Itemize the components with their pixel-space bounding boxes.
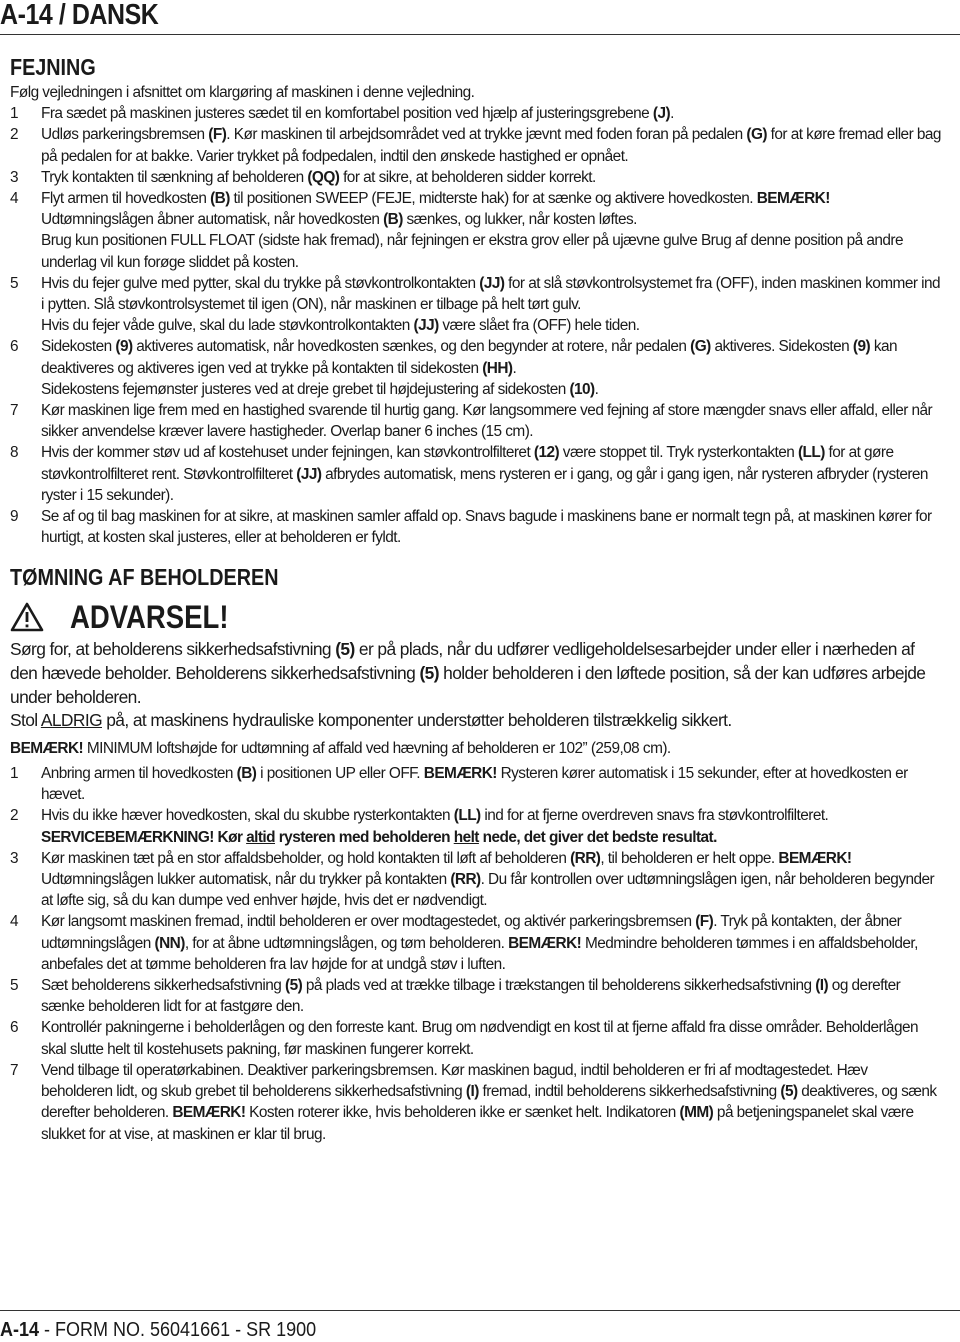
- empty-step-5: 5 Sæt beholderens sikkerhedsafstivning (5) på plads ved at trække tilbage i trækstangen til beholderens sikkerhedsafstivning (I) og derefter sænke beholderen lidt for at fastgøre den.: [10, 977, 901, 1016]
- section-heading-sweeping: FEJNING: [10, 54, 96, 80]
- sweep-step-4: 4 Flyt armen til hovedkosten (B) til positionen SWEEP (FEJE, midterste hak) for at sænke og aktivere hovedkosten. BEMÆRK! Udtømningslågen åbner automatisk, når hovedkosten (B) sænkes, og lukker, når kosten løftes.: [10, 190, 830, 229]
- empty-step-4: 4 Kør langsomt maskinen fremad, indtil beholderen er over modtagestedet, og aktivér parkeringsbremsen (F). Tryk på kontakten, der åbner udtømningslågen (NN), for at åbne udtømningslågen, og tøm beholderen. BEMÆRK! Medmindre beholderen tømmes i en affaldsbeholder, anbefales det at tømme beholderen fra lav højde for at undgå støv i luften.: [10, 913, 918, 973]
- service-note: SERVICEBEMÆRKNING! Kør altid rysteren med beholderen helt nede, det giver det bedste resultat.: [41, 828, 717, 846]
- sweep-step-1: 1 Fra sædet på maskinen justeres sædet til en komfortabel position ved hjælp af justeringsgrebene (J).: [10, 103, 942, 124]
- sweep-step-5: 5 Hvis du fejer gulve med pytter, skal du trykke på støvkontrolkontakten (JJ) for at slå støvkontrolsystemet fra (OFF), inden maskinen kommer ind i pytten. Slå støvkontrolsystemet til igen (ON), når maskinen er tilbage på helt tørt gulv.: [10, 274, 941, 314]
- empty-step-1: 1 Anbring armen til hovedkosten (B) i positionen UP eller OFF. BEMÆRK! Rysteren kører automatisk i 15 sekunder, efter at hovedkosten er hævet.: [10, 765, 908, 804]
- intro-paragraph: Følg vejledningen i afsnittet om klargøring af maskinen i denne vejledning.: [10, 84, 475, 101]
- step-number: 7: [10, 1061, 19, 1079]
- step-number: 9: [10, 508, 19, 526]
- warning-header: [10, 596, 942, 638]
- step-number: 4: [10, 190, 19, 208]
- footer-form-number: - FORM NO. 56041661 - SR 1900: [39, 1319, 317, 1341]
- empty-step-3: 3 Kør maskinen tæt på en stor affaldsbeholder, og hold kontakten til løft af beholderen (RR), til beholderen er helt oppe. BEMÆRK! Udtømningslågen lukker automatisk, når du trykker på kontakten (RR). Du får kontrollen over udtømningslågen igen, når beholderen begynder at løfte sig, så du kan dumpe ved enhver højde, hvis det er nødvendigt.: [10, 849, 935, 910]
- step-number: 3: [10, 849, 19, 867]
- warning-text-2: Stol ALDRIG på, at maskinens hydrauliske komponenter understøtter beholderen tilstrækkelig sikkert.: [10, 710, 732, 731]
- step-number: 6: [10, 1019, 19, 1037]
- section-heading-emptying: TØMNING AF BEHOLDEREN: [10, 564, 279, 591]
- step-number: 7: [10, 402, 19, 420]
- step-number: 2: [10, 807, 19, 825]
- sweep-step-5-note: Hvis du fejer våde gulve, skal du lade støvkontrolkontakten (JJ) være slået fra (OFF) hele tiden.: [41, 317, 640, 335]
- warning-title: ADVARSEL!: [70, 598, 229, 635]
- page-footer: [0, 1318, 316, 1342]
- step-number: 1: [10, 105, 19, 123]
- page-title: A-14 / DANSK: [0, 0, 159, 31]
- step-number: 8: [10, 444, 19, 462]
- page-content: [10, 50, 942, 1145]
- step-number: 6: [10, 338, 19, 356]
- step-number: 4: [10, 913, 19, 931]
- sweep-step-6: 6 Sidekosten (9) aktiveres automatisk, når hovedkosten sænkes, og den begynder at rotere, når pedalen (G) aktiveres. Sidekosten (9) kan deaktiveres og aktiveres igen ved at trykke på kontakten til sidekosten (HH).: [10, 338, 897, 377]
- sweep-step-4-note: Brug kun positionen FULL FLOAT (sidste hak fremad), når fejningen er ekstra grov eller på ujævne gulve Brug af denne position på andre underlag vil kun forøge sliddet på kosten.: [41, 232, 903, 271]
- empty-step-6: 6 Kontrollér pakningerne i beholderlågen og den forreste kant. Brug om nødvendigt en kost til at fjerne affald fra disse områder. Beholderlågen skal slutte helt til kostehusets pakning, før maskinen fungerer korrekt.: [10, 1019, 918, 1058]
- sweep-step-6-note: Sidekostens fejemønster justeres ved at dreje grebet til højdejustering af sidekosten (10).: [41, 380, 599, 398]
- step-number: 5: [10, 274, 19, 292]
- bottom-rule: [0, 1310, 960, 1311]
- sweep-step-2: 2 Udløs parkeringsbremsen (F). Kør maskinen til arbejdsområdet ved at trykke jævnt med foden foran på pedalen (G) for at køre fremad eller bag på pedalen for at bakke. Varier trykket på fodpedalen, indtil den ønskede hastighed er opnået.: [10, 126, 941, 165]
- footer-page-number: A-14: [0, 1319, 40, 1341]
- empty-step-2: 2 Hvis du ikke hæver hovedkosten, skal du skubbe rysterkontakten (LL) ind for at fjerne overdreven snavs fra støvkontrolfilteret.: [10, 805, 942, 826]
- step-number: 2: [10, 126, 19, 144]
- step-number: 1: [10, 765, 19, 783]
- warning-text-1: Sørg for, at beholderens sikkerhedsafstivning (5) er på plads, når du udfører vedligeholdelsesarbejder under eller i nærheden af den hævede beholder. Beholderens sikkerhedsafstivning (5) holder beholderen i den løftede position, så der kan udføres arbejde under beholderen.: [10, 639, 926, 707]
- step-number: 3: [10, 168, 19, 186]
- height-note: BEMÆRK! MINIMUM loftshøjde for udtømning af affald ved hævning af beholderen er 102” (259,08 cm).: [10, 739, 671, 757]
- sweep-step-7: 7 Kør maskinen lige frem med en hastighed svarende til hurtig gang. Kør langsommere ved fejning af store mængder snavs eller affald, eller når sikker anvendelse kræver lavere hastigheder. Overlap baner 6 inches (15 cm).: [10, 402, 933, 441]
- sweep-step-9: 9 Se af og til bag maskinen for at sikre, at maskinen samler affald op. Snavs bagude i maskinens bane er normalt tegn på, at maskinen kører for hurtigt, at kosten skal justeres, eller at beholderen er fyldt.: [10, 508, 932, 547]
- empty-step-7: 7 Vend tilbage til operatørkabinen. Deaktiver parkeringsbremsen. Kør maskinen bagud, indtil beholderen er fri af modtagestedet. Hæv beholderen lidt, og skub grebet til beholderens sikkerhedsafstivning (I) fremad, indtil beholderens sikkerhedsafstivning (5) deaktiveres, og sænk derefter beholderen. BEMÆRK! Kosten roterer ikke, hvis beholderen ikke er sænket helt. Indikatoren (MM) på betjeningspanelet skal være slukket for at vise, at maskinen er klar til brug.: [10, 1061, 937, 1143]
- page-header: [0, 0, 184, 30]
- sweep-step-3: 3 Tryk kontakten til sænkning af beholderen (QQ) for at sikre, at beholderen sidder korrekt.: [10, 167, 942, 188]
- sweep-step-8: 8 Hvis der kommer støv ud af kostehuset under fejningen, kan støvkontrolfilteret (12) være stoppet til. Tryk rysterkontakten (LL) for at gøre støvkontrolfilteret rent. Støvkontrolfilteret (JJ) afbrydes automatisk, mens rysteren er i gang, og går i gang igen, når rysteren afbryder (rysteren ryster i 15 sekunder).: [10, 444, 928, 504]
- top-rule: [0, 34, 960, 35]
- step-number: 5: [10, 977, 19, 995]
- warning-triangle-icon: [10, 602, 44, 632]
